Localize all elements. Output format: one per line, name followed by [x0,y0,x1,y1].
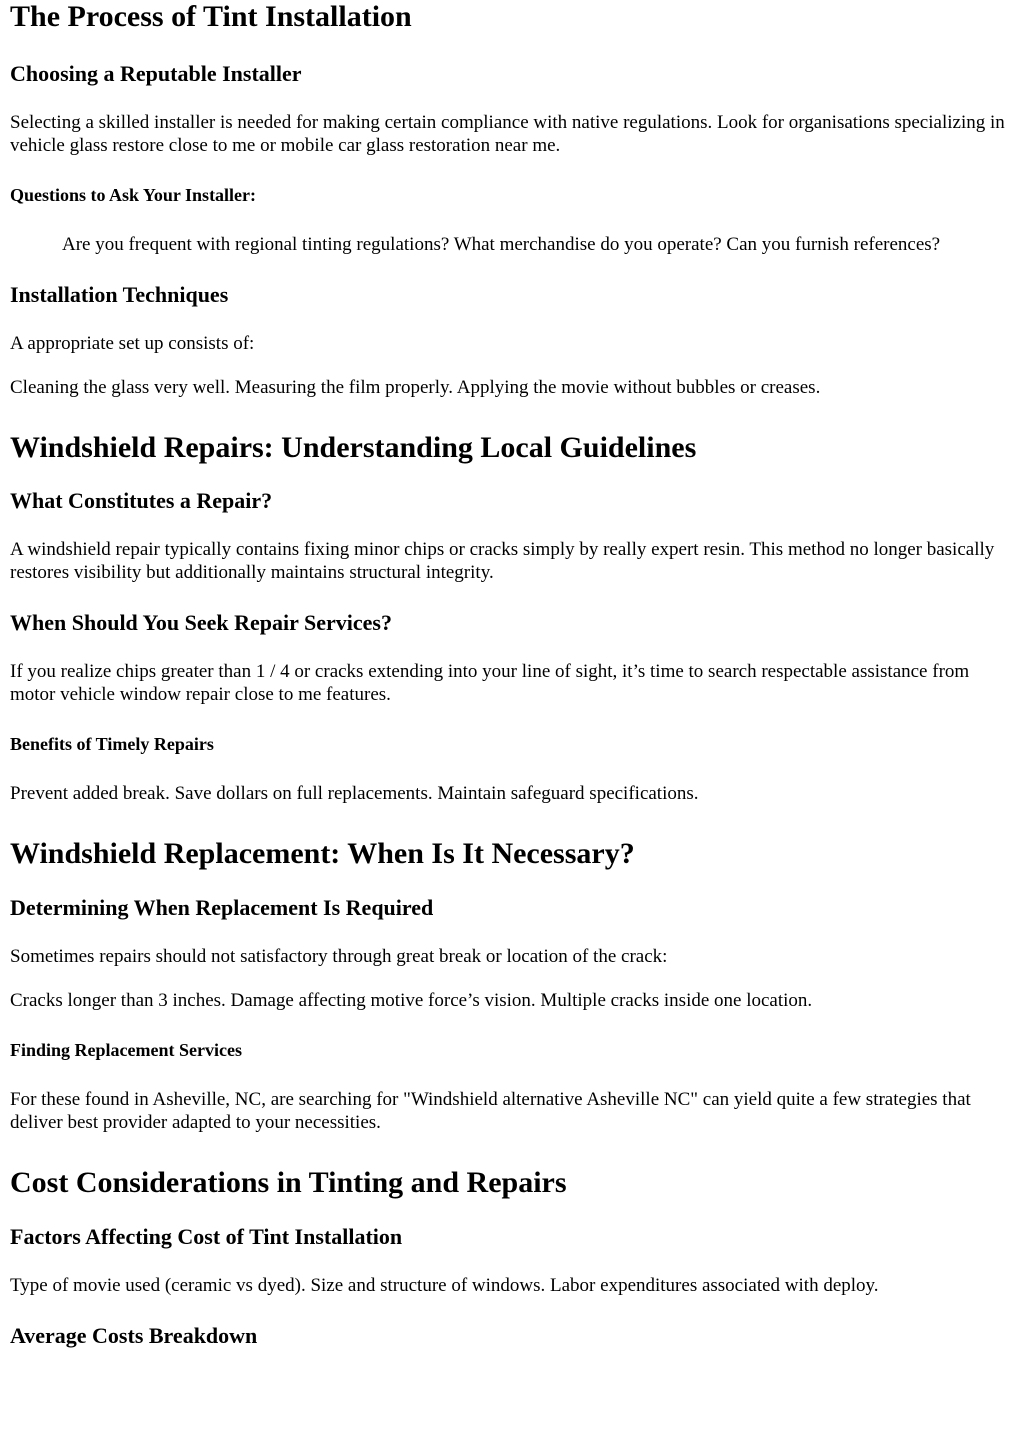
subheading-determining-replacement: Determining When Replacement Is Required [10,895,434,920]
subheading-reputable-installer: Choosing a Reputable Installer [10,61,302,86]
heading-windshield-repairs: Windshield Repairs: Understanding Local Guidelines [10,431,697,464]
paragraph-installer: Selecting a skilled installer is needed for making certain compliance with native regulations. Look for organisations specializing in vehicle glass restore close to me or mobile car glass restoration near me. [10,112,1005,156]
subheading-what-constitutes: What Constitutes a Repair? [10,488,273,513]
heading-cost-considerations: Cost Considerations in Tinting and Repairs [10,1166,567,1199]
paragraph-setup: A appropriate set up consists of: [10,333,255,354]
heading-tint-installation: The Process of Tint Installation [10,0,412,33]
paragraph-repairs-not-satisfactory: Sometimes repairs should not satisfactory through great break or location of the crack: [10,946,668,967]
subheading-benefits: Benefits of Timely Repairs [10,734,214,754]
heading-windshield-replacement: Windshield Replacement: When Is It Necessary? [10,837,635,870]
subheading-installation-techniques: Installation Techniques [10,282,229,307]
subheading-average-costs: Average Costs Breakdown [10,1323,258,1348]
paragraph-seek-repair: If you realize chips greater than 1 / 4 or cracks extending into your line of sight, it’s time to search respectable assistance from motor vehicle window repair close to me features. [10,661,970,705]
questions-quote: Are you frequent with regional tinting regulations? What merchandise do you operate? Can you furnish references? [62,234,941,255]
paragraph-asheville: For these found in Asheville, NC, are searching for "Windshield alternative Asheville NC" can yield quite a few strategies that deliver best provider adapted to your necessities. [10,1089,971,1133]
paragraph-benefits: Prevent added break. Save dollars on full replacements. Maintain safeguard specifications. [10,783,699,804]
subheading-factors-cost: Factors Affecting Cost of Tint Installation [10,1224,403,1249]
subheading-when-seek-repair: When Should You Seek Repair Services? [10,610,392,635]
subheading-questions: Questions to Ask Your Installer: [10,185,257,205]
subheading-finding-replacement: Finding Replacement Services [10,1040,242,1060]
paragraph-repair-definition: A windshield repair typically contains fixing minor chips or cracks simply by really expert resin. This method no longer basically restores visibility but additionally maintains structural integrity. [10,539,995,583]
paragraph-cracks: Cracks longer than 3 inches. Damage affecting motive force’s vision. Multiple cracks inside one location. [10,990,813,1011]
paragraph-factors: Type of movie used (ceramic vs dyed). Size and structure of windows. Labor expenditures associated with deploy. [10,1275,879,1296]
paragraph-steps: Cleaning the glass very well. Measuring the film properly. Applying the movie without bubbles or creases. [10,377,821,398]
